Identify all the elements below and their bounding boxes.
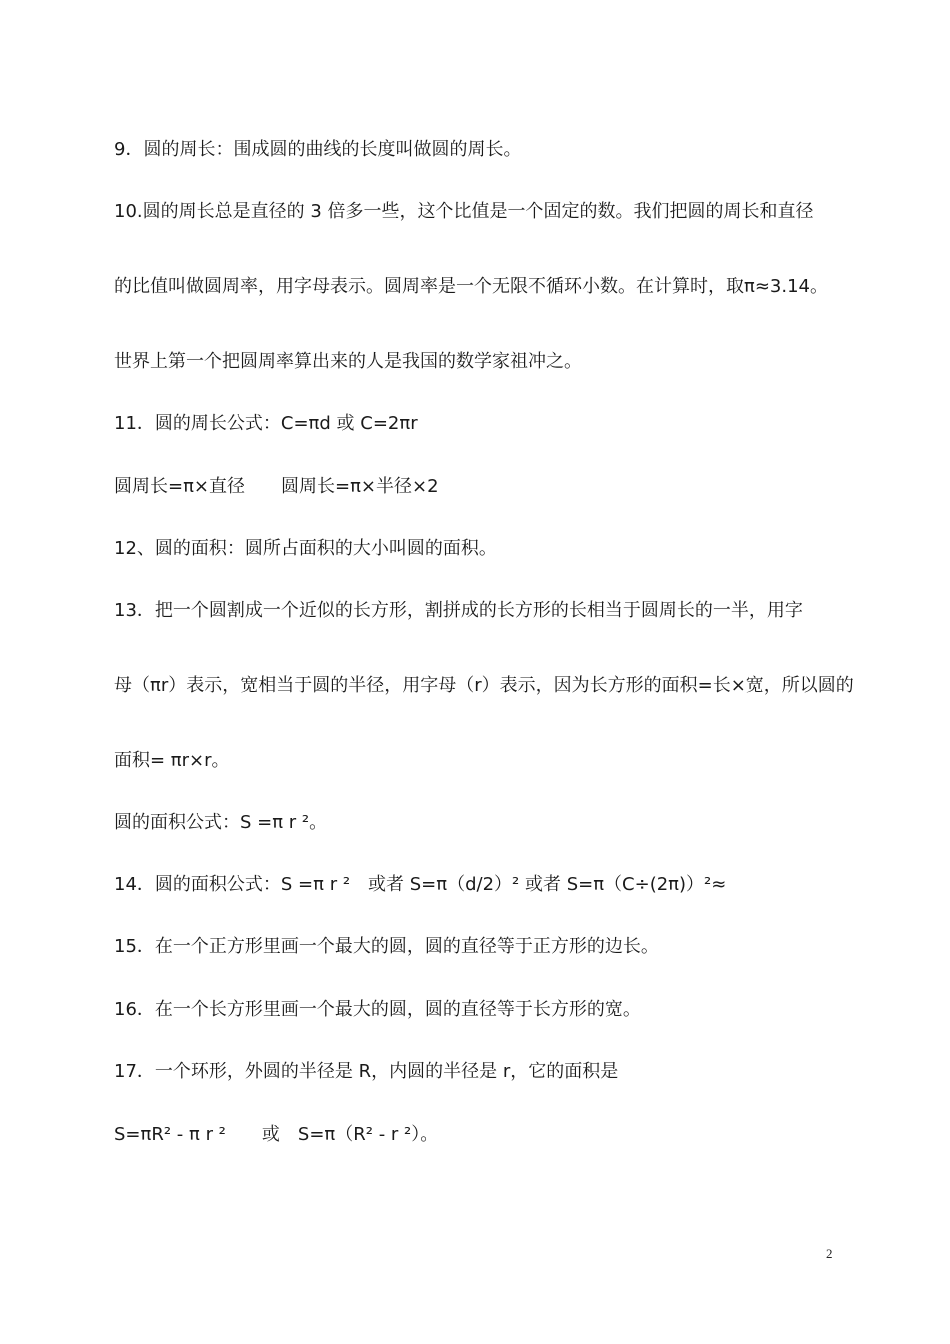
text-line: 12、圆的面积：圆所占面积的大小叫圆的面积。 xyxy=(114,538,497,559)
text-line: 世界上第一个把圆周率算出来的人是我国的数学家祖冲之。 xyxy=(114,351,582,372)
text-line: 面积= πr×r。 xyxy=(114,750,230,771)
text-line: 10.圆的周长总是直径的 3 倍多一些，这个比值是一个固定的数。我们把圆的周长和直径 xyxy=(114,201,814,222)
page-number: 2 xyxy=(826,1246,833,1261)
text-line: S=πR² - π r ² 或 S=π（R² - r ²）。 xyxy=(114,1124,439,1145)
text-line: 的比值叫做圆周率，用字母表示。圆周率是一个无限不循环小数。在计算时，取π≈3.14。 xyxy=(114,276,828,297)
text-line: 11．圆的周长公式：C=πd 或 C=2πr xyxy=(114,413,418,434)
text-line: 17．一个环形，外圆的半径是 R，内圆的半径是 r，它的面积是 xyxy=(114,1061,619,1082)
text-line: 14．圆的面积公式：S =π r ² 或者 S=π（d/2）² 或者 S=π（C÷(2π)）²≈ xyxy=(114,874,727,895)
text-line: 13．把一个圆割成一个近似的长方形，割拼成的长方形的长相当于圆周长的一半，用字 xyxy=(114,600,803,621)
text-line: 9．圆的周长：围成圆的曲线的长度叫做圆的周长。 xyxy=(114,139,522,160)
text-line: 母（πr）表示，宽相当于圆的半径，用字母（r）表示，因为长方形的面积=长×宽，所以圆的 xyxy=(114,675,854,696)
text-line: 圆的面积公式：S =π r ²。 xyxy=(114,812,328,833)
text-line: 圆周长=π×直径 圆周长=π×半径×2 xyxy=(114,476,439,497)
text-line: 15．在一个正方形里画一个最大的圆，圆的直径等于正方形的边长。 xyxy=(114,936,659,957)
text-line: 16．在一个长方形里画一个最大的圆，圆的直径等于长方形的宽。 xyxy=(114,999,641,1020)
